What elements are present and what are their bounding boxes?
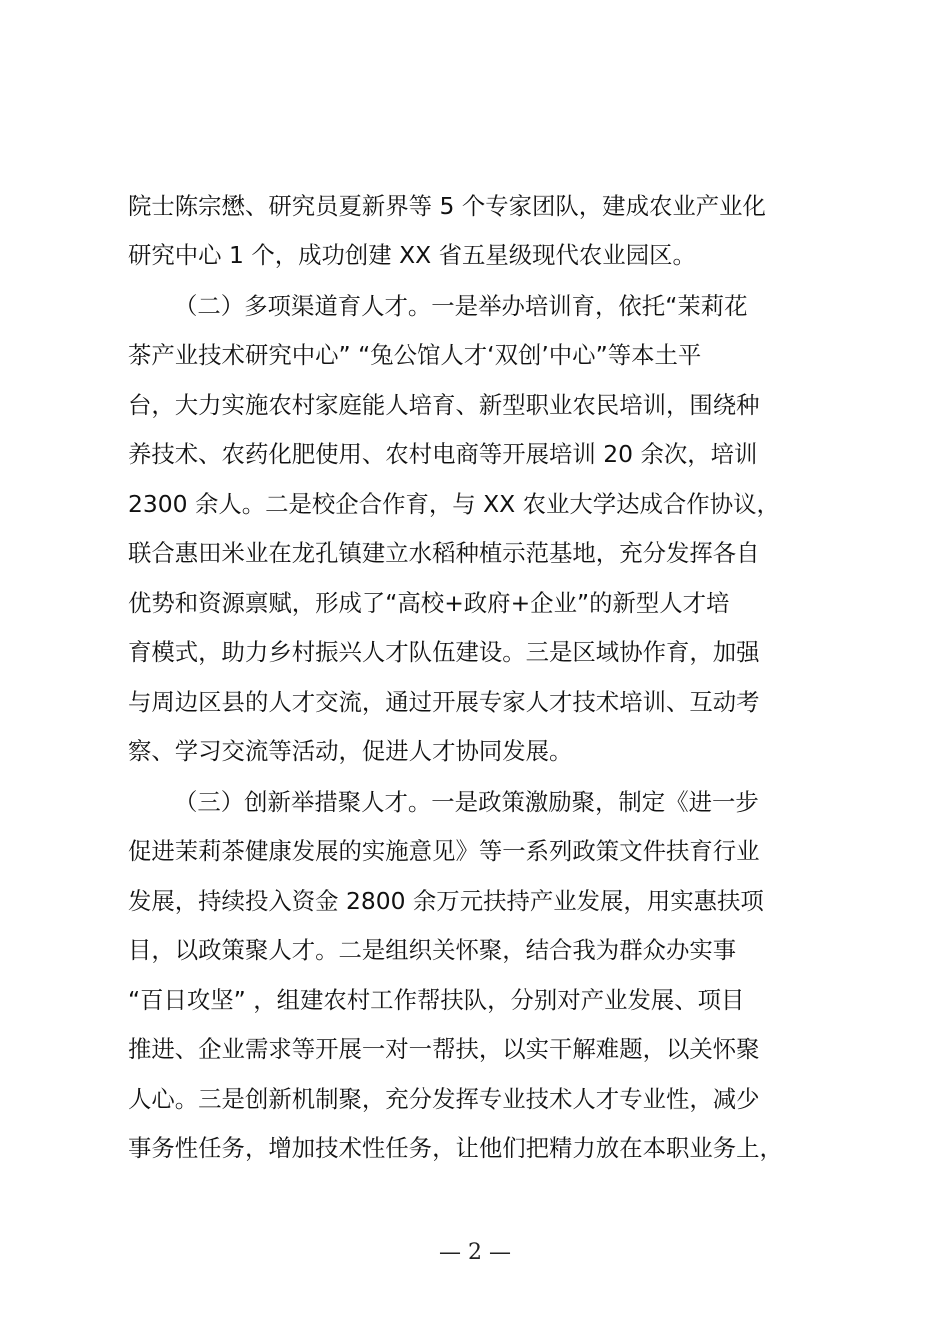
text-line: 事务性任务，增加技术性任务，让他们把精力放在本职业务上，: [128, 1134, 783, 1162]
text-line: 察、学习交流等活动，促进人才协同发展。: [128, 737, 573, 765]
text-line: 茶产业技术研究中心” “兔公馆人才‘双创’中心”等本土平: [128, 341, 702, 369]
text-line: 人心。三是创新机制聚，充分发挥专业技术人才专业性，减少: [128, 1085, 760, 1113]
text-line: 2300 余人。二是校企合作育，与 XX 农业大学达成合作协议，: [128, 490, 780, 518]
text-line: “百日攻坚” ，组建农村工作帮扶队，分别对产业发展、项目: [128, 986, 745, 1014]
text-line: 促进茉莉茶健康发展的实施意见》等一系列政策文件扶育行业: [128, 837, 760, 865]
text-line: 养技术、农药化肥使用、农村电商等开展培训 20 余次，培训: [128, 440, 758, 468]
text-line: 研究中心 1 个，成功创建 XX 省五星级现代农业园区。: [128, 241, 696, 269]
paragraph-heading-3: （三）创新举措聚人才。一是政策激励聚，制定《进一步: [174, 788, 759, 816]
text-line: 育模式，助力乡村振兴人才队伍建设。三是区域协作育，加强: [128, 638, 760, 666]
text-line: 优势和资源禀赋，形成了“高校+政府+企业”的新型人才培: [128, 589, 730, 617]
text-line: 发展，持续投入资金 2800 余万元扶持产业发展，用实惠扶项: [128, 887, 764, 915]
text-line: 与周边区县的人才交流，通过开展专家人才技术培训、互动考: [128, 688, 760, 716]
text-line: 推进、企业需求等开展一对一帮扶，以实干解难题，以关怀聚: [128, 1035, 760, 1063]
text-line: 联合惠田米业在龙孔镇建立水稻种植示范基地，充分发挥各自: [128, 539, 760, 567]
paragraph-heading-2: （二）多项渠道育人才。一是举办培训育，依托“茉莉花: [174, 292, 748, 320]
page-number: — 2 —: [439, 1240, 511, 1265]
text-line: 台，大力实施农村家庭能人培育、新型职业农民培训，围绕种: [128, 391, 760, 419]
text-line: 目，以政策聚人才。二是组织关怀聚，结合我为群众办实事: [128, 936, 737, 964]
text-line: 院士陈宗懋、研究员夏新界等 5 个专家团队，建成农业产业化: [128, 192, 766, 220]
